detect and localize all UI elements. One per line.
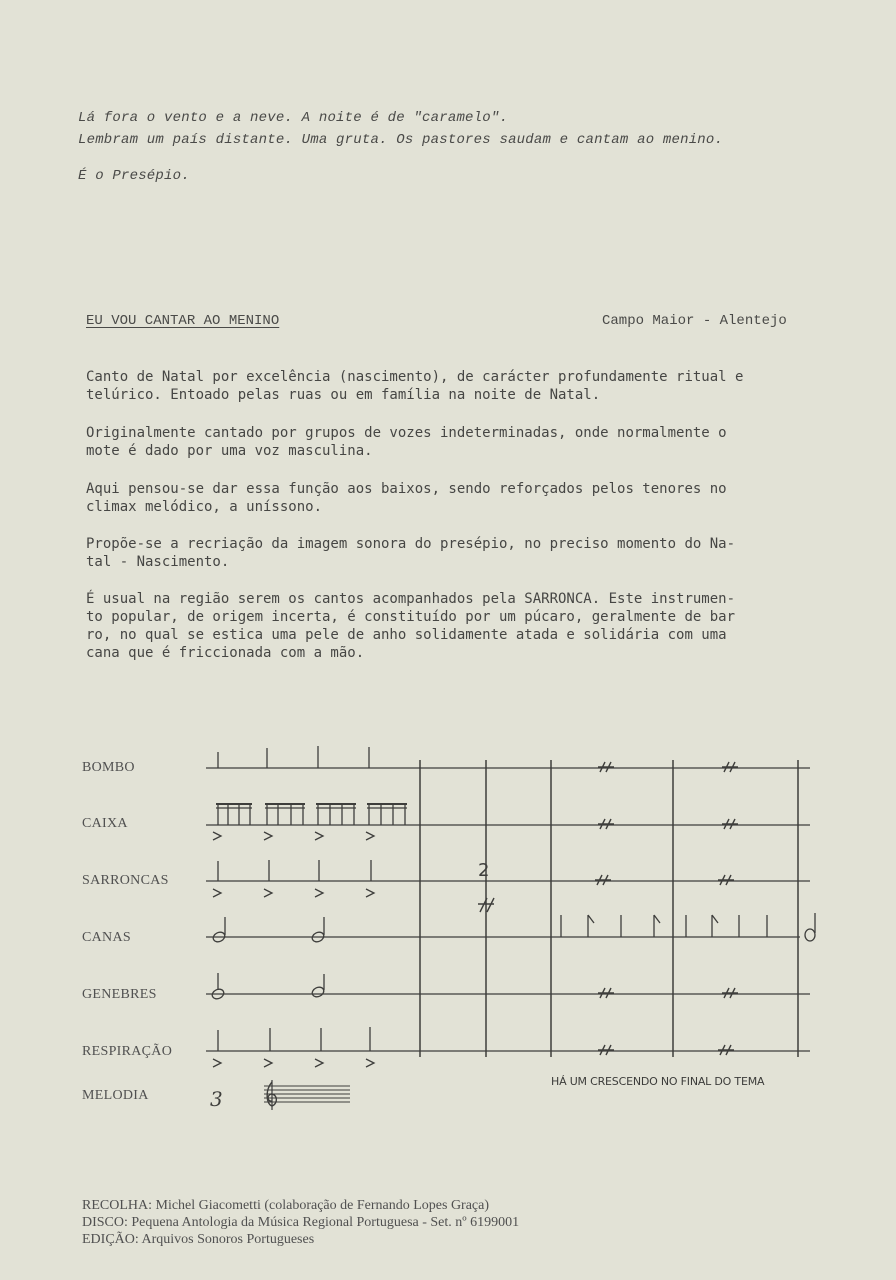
canas-notes (212, 913, 815, 944)
paragraph-line: Canto de Natal por excelência (nascimento), de carácter profundamente ritual e (86, 369, 744, 385)
crescendo-note: HÁ UM CRESCENDO NO FINAL DO TEMA (551, 1075, 765, 1088)
paragraph-line: telúrico. Entoado pelas ruas ou em família na noite de Natal. (86, 387, 601, 403)
credit-recolha: RECOLHA: Michel Giacometti (colaboração de Fernando Lopes Graça) (82, 1198, 490, 1213)
paragraph-line: Originalmente cantado por grupos de vozes indeterminadas, onde normalmente o (86, 425, 727, 441)
paragraph-line: mote é dado por uma voz masculina. (86, 443, 373, 459)
credits (82, 1197, 519, 1248)
intro-line-2: Lembram um país distante. Uma gruta. Os pastores saudam e cantam ao menino. (78, 132, 724, 148)
instrument-label-genebres: GENEBRES (82, 987, 157, 1002)
song-title: EU VOU CANTAR AO MENINO (86, 313, 280, 329)
caixa-notes (216, 804, 407, 825)
credit-disco: DISCO: Pequena Antologia da Música Regional Portuguesa - Set. nº 6199001 (82, 1215, 520, 1230)
paragraph-line: to popular, de origem incerta, é constituído por um púcaro, geralmente de bar (86, 609, 736, 625)
credit-edicao: EDIÇÃO: Arquivos Sonoros Portugueses (82, 1232, 315, 1247)
paragraph-line: tal - Nascimento. (86, 554, 230, 570)
repeat-count: 2 (478, 860, 490, 881)
instrument-label-bombo: BOMBO (82, 760, 135, 775)
bombo-notes (218, 746, 369, 768)
intro-line-3: É o Presépio. (78, 168, 190, 184)
paragraph-line: Aqui pensou-se dar essa função aos baixos, sendo reforçados pelos tenores no (86, 481, 727, 497)
staff-lines (206, 768, 810, 1051)
paragraph-line: climax melódico, a uníssono. (86, 499, 323, 515)
instrument-label-caixa: CAIXA (82, 816, 128, 831)
melody-mark: 3 (210, 1087, 223, 1111)
instrument-label-respiracao: RESPIRAÇÃO (82, 1044, 173, 1059)
paragraph-line: É usual na região serem os cantos acompanhados pela SARRONCA. Este instrumen- (86, 591, 736, 607)
instrument-label-sarroncas: SARRONCAS (82, 873, 169, 888)
genebres-notes (211, 973, 326, 1001)
instrument-label-melodia: MELODIA (82, 1088, 149, 1103)
respiracao-notes (213, 1027, 374, 1067)
instrument-label-canas: CANAS (82, 930, 131, 945)
intro-line-1: Lá fora o vento e a neve. A noite é de "caramelo". (78, 110, 509, 126)
paragraph-line: Propõe-se a recriação da imagem sonora do presépio, no preciso momento do Na- (86, 536, 736, 552)
sarroncas-notes (213, 860, 374, 897)
repeat-marks (478, 762, 738, 1055)
melody-staff (264, 1080, 350, 1110)
caixa-accents (213, 832, 374, 840)
song-region: Campo Maior - Alentejo (602, 313, 787, 329)
paragraph-line: cana que é friccionada com a mão. (86, 645, 365, 661)
paragraph-line: ro, no qual se estica uma pele de anho solidamente atada e solidária com uma (86, 627, 727, 643)
barlines (420, 760, 798, 1057)
